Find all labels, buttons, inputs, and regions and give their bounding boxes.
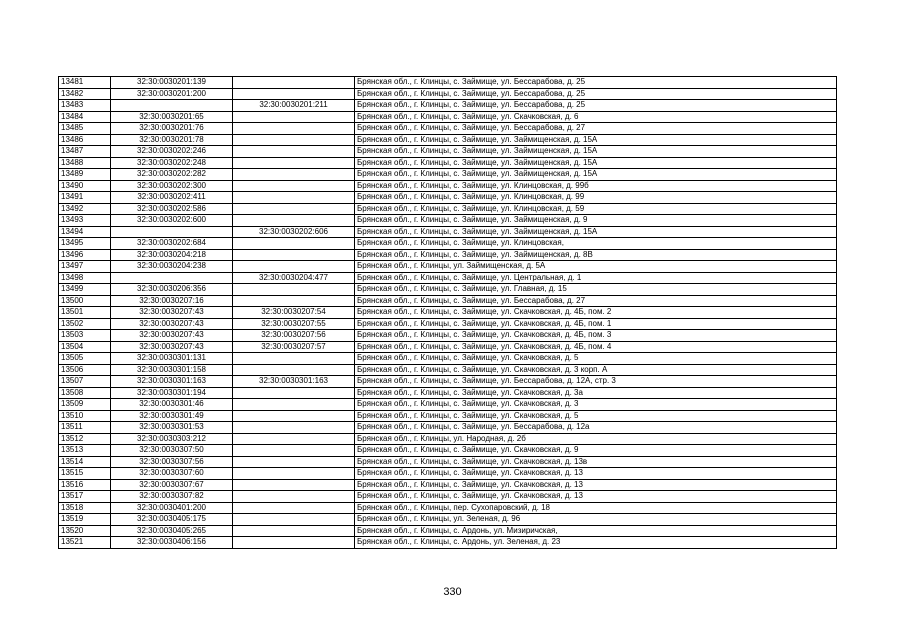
cadastral-number-cell [111, 272, 233, 284]
table-row [59, 215, 837, 227]
cadastral-number-2-cell: 32:30:0030202:606 [233, 226, 355, 238]
row-number-cell: 13510 [59, 410, 111, 422]
registry-table [58, 76, 837, 549]
address-cell: Брянская обл., г. Клинцы, с. Займище, ул. Скачковская, д. 5 [355, 410, 837, 422]
address-cell: Брянская обл., г. Клинцы, с. Займище, ул. Скачковская, д. 4Б, пом. 3 [355, 330, 837, 342]
table-row [59, 77, 837, 89]
address-cell: Брянская обл., г. Клинцы, с. Займище, ул. Скачковская, д. 3 [355, 399, 837, 411]
row-number-cell: 13489 [59, 169, 111, 181]
cadastral-number-2-cell [233, 502, 355, 514]
table-row [59, 226, 837, 238]
row-number-cell: 13518 [59, 502, 111, 514]
cadastral-number-2-cell [233, 157, 355, 169]
cadastral-number-cell: 32:30:0030207:43 [111, 307, 233, 319]
cadastral-number-2-cell [233, 410, 355, 422]
cadastral-number-cell [111, 100, 233, 112]
cadastral-number-cell: 32:30:0030207:43 [111, 318, 233, 330]
table-row [59, 364, 837, 376]
table-row [59, 295, 837, 307]
cadastral-number-2-cell: 32:30:0030207:56 [233, 330, 355, 342]
row-number-cell: 13487 [59, 146, 111, 158]
table-row [59, 249, 837, 261]
address-cell: Брянская обл., г. Клинцы, с. Займище, ул. Займищенская, д. 9 [355, 215, 837, 227]
table-row [59, 525, 837, 537]
row-number-cell: 13495 [59, 238, 111, 250]
cadastral-number-2-cell [233, 399, 355, 411]
cadastral-number-2-cell [233, 445, 355, 457]
row-number-cell: 13500 [59, 295, 111, 307]
row-number-cell: 13490 [59, 180, 111, 192]
address-cell: Брянская обл., г. Клинцы, ул. Займищенская, д. 5А [355, 261, 837, 273]
cadastral-number-cell: 32:30:0030202:248 [111, 157, 233, 169]
address-cell: Брянская обл., г. Клинцы, с. Займище, ул. Клинцовская, д. 99 [355, 192, 837, 204]
address-cell: Брянская обл., г. Клинцы, пер. Сухопаровский, д. 18 [355, 502, 837, 514]
table-row [59, 387, 837, 399]
cadastral-number-cell: 32:30:0030405:175 [111, 514, 233, 526]
address-cell: Брянская обл., г. Клинцы, с. Займище, ул. Клинцовская, д. 99б [355, 180, 837, 192]
cadastral-number-cell: 32:30:0030301:49 [111, 410, 233, 422]
cadastral-number-cell: 32:30:0030204:218 [111, 249, 233, 261]
row-number-cell: 13502 [59, 318, 111, 330]
cadastral-number-2-cell [233, 192, 355, 204]
cadastral-number-cell: 32:30:0030202:684 [111, 238, 233, 250]
address-cell: Брянская обл., г. Клинцы, с. Займище, ул. Бессарабова, д. 12а [355, 422, 837, 434]
row-number-cell: 13512 [59, 433, 111, 445]
cadastral-number-cell: 32:30:0030202:300 [111, 180, 233, 192]
address-cell: Брянская обл., г. Клинцы, с. Займище, ул. Займищенская, д. 8В [355, 249, 837, 261]
row-number-cell: 13516 [59, 479, 111, 491]
table-row [59, 261, 837, 273]
cadastral-number-cell: 32:30:0030202:411 [111, 192, 233, 204]
row-number-cell: 13486 [59, 134, 111, 146]
cadastral-number-2-cell: 32:30:0030207:55 [233, 318, 355, 330]
cadastral-number-cell: 32:30:0030301:46 [111, 399, 233, 411]
row-number-cell: 13496 [59, 249, 111, 261]
address-cell: Брянская обл., г. Клинцы, с. Займище, ул. Центральная, д. 1 [355, 272, 837, 284]
table-row [59, 123, 837, 135]
cadastral-number-2-cell [233, 203, 355, 215]
address-cell: Брянская обл., г. Клинцы, с. Займище, ул. Займищенская, д. 15А [355, 134, 837, 146]
address-cell: Брянская обл., г. Клинцы, с. Займище, ул. Скачковская, д. 4Б, пом. 1 [355, 318, 837, 330]
address-cell: Брянская обл., г. Клинцы, с. Займище, ул. Скачковская, д. 9 [355, 445, 837, 457]
cadastral-number-cell: 32:30:0030406:156 [111, 537, 233, 549]
cadastral-number-cell: 32:30:0030201:200 [111, 88, 233, 100]
cadastral-number-cell [111, 226, 233, 238]
cadastral-number-cell: 32:30:0030307:60 [111, 468, 233, 480]
cadastral-number-2-cell [233, 238, 355, 250]
table-row [59, 376, 837, 388]
row-number-cell: 13491 [59, 192, 111, 204]
table-row [59, 341, 837, 353]
address-cell: Брянская обл., г. Клинцы, ул. Зеленая, д. 96 [355, 514, 837, 526]
row-number-cell: 13513 [59, 445, 111, 457]
cadastral-number-cell: 32:30:0030201:65 [111, 111, 233, 123]
address-cell: Брянская обл., г. Клинцы, с. Займище, ул. Займищенская, д. 15А [355, 146, 837, 158]
cadastral-number-2-cell [233, 261, 355, 273]
address-cell: Брянская обл., г. Клинцы, с. Займище, ул. Скачковская, д. 6 [355, 111, 837, 123]
address-cell: Брянская обл., г. Клинцы, с. Займище, ул. Скачковская, д. 13 [355, 491, 837, 503]
row-number-cell: 13514 [59, 456, 111, 468]
row-number-cell: 13515 [59, 468, 111, 480]
cadastral-number-2-cell [233, 468, 355, 480]
address-cell: Брянская обл., г. Клинцы, с. Ардонь, ул. Зеленая, д. 23 [355, 537, 837, 549]
row-number-cell: 13504 [59, 341, 111, 353]
table-row [59, 491, 837, 503]
cadastral-number-2-cell [233, 123, 355, 135]
table-row [59, 238, 837, 250]
address-cell: Брянская обл., г. Клинцы, с. Займище, ул. Бессарабова, д. 27 [355, 295, 837, 307]
table-row [59, 318, 837, 330]
address-cell: Брянская обл., г. Клинцы, с. Ардонь, ул. Мизиричская, [355, 525, 837, 537]
table-row [59, 422, 837, 434]
table-row [59, 399, 837, 411]
cadastral-number-cell: 32:30:0030301:194 [111, 387, 233, 399]
table-row [59, 192, 837, 204]
cadastral-number-cell: 32:30:0030207:16 [111, 295, 233, 307]
table-row [59, 433, 837, 445]
table-row [59, 502, 837, 514]
cadastral-number-2-cell [233, 180, 355, 192]
row-number-cell: 13483 [59, 100, 111, 112]
row-number-cell: 13509 [59, 399, 111, 411]
cadastral-number-2-cell [233, 295, 355, 307]
cadastral-number-2-cell [233, 215, 355, 227]
table-row [59, 146, 837, 158]
address-cell: Брянская обл., г. Клинцы, с. Займище, ул. Скачковская, д. 5 [355, 353, 837, 365]
cadastral-number-2-cell [233, 88, 355, 100]
cadastral-number-cell: 32:30:0030401:200 [111, 502, 233, 514]
cadastral-number-cell: 32:30:0030201:76 [111, 123, 233, 135]
row-number-cell: 13501 [59, 307, 111, 319]
row-number-cell: 13481 [59, 77, 111, 89]
row-number-cell: 13521 [59, 537, 111, 549]
row-number-cell: 13520 [59, 525, 111, 537]
cadastral-number-2-cell [233, 433, 355, 445]
table-row [59, 272, 837, 284]
table-row [59, 111, 837, 123]
cadastral-number-cell: 32:30:0030301:53 [111, 422, 233, 434]
cadastral-number-2-cell [233, 491, 355, 503]
table-row [59, 468, 837, 480]
address-cell: Брянская обл., г. Клинцы, с. Займище, ул. Бессарабова, д. 25 [355, 100, 837, 112]
cadastral-number-2-cell [233, 111, 355, 123]
row-number-cell: 13519 [59, 514, 111, 526]
row-number-cell: 13517 [59, 491, 111, 503]
row-number-cell: 13499 [59, 284, 111, 296]
row-number-cell: 13488 [59, 157, 111, 169]
cadastral-number-cell: 32:30:0030201:139 [111, 77, 233, 89]
table-row [59, 456, 837, 468]
table-row [59, 157, 837, 169]
row-number-cell: 13511 [59, 422, 111, 434]
table-row [59, 180, 837, 192]
table-row [59, 307, 837, 319]
address-cell: Брянская обл., г. Клинцы, с. Займище, ул. Скачковская, д. 3а [355, 387, 837, 399]
row-number-cell: 13498 [59, 272, 111, 284]
cadastral-number-cell: 32:30:0030405:265 [111, 525, 233, 537]
table-row [59, 353, 837, 365]
table-row [59, 88, 837, 100]
address-cell: Брянская обл., г. Клинцы, с. Займище, ул. Бессарабова, д. 12А, стр. 3 [355, 376, 837, 388]
cadastral-number-2-cell [233, 456, 355, 468]
cadastral-number-cell: 32:30:0030307:50 [111, 445, 233, 457]
cadastral-number-2-cell [233, 537, 355, 549]
address-cell: Брянская обл., г. Клинцы, с. Займище, ул. Бессарабова, д. 25 [355, 77, 837, 89]
address-cell: Брянская обл., г. Клинцы, с. Займище, ул. Клинцовская, д. 59 [355, 203, 837, 215]
cadastral-number-cell: 32:30:0030301:163 [111, 376, 233, 388]
table-row [59, 514, 837, 526]
cadastral-number-cell: 32:30:0030206:356 [111, 284, 233, 296]
cadastral-number-cell: 32:30:0030202:246 [111, 146, 233, 158]
cadastral-number-cell: 32:30:0030202:600 [111, 215, 233, 227]
table-row [59, 203, 837, 215]
cadastral-number-2-cell [233, 364, 355, 376]
row-number-cell: 13484 [59, 111, 111, 123]
address-cell: Брянская обл., г. Клинцы, с. Займище, ул. Клинцовская, [355, 238, 837, 250]
address-cell: Брянская обл., г. Клинцы, с. Займище, ул. Главная, д. 15 [355, 284, 837, 296]
table-row [59, 284, 837, 296]
cadastral-number-2-cell [233, 422, 355, 434]
cadastral-number-2-cell [233, 77, 355, 89]
cadastral-number-cell: 32:30:0030301:158 [111, 364, 233, 376]
cadastral-number-2-cell [233, 169, 355, 181]
row-number-cell: 13485 [59, 123, 111, 135]
cadastral-number-cell: 32:30:0030204:238 [111, 261, 233, 273]
cadastral-number-2-cell [233, 387, 355, 399]
cadastral-number-2-cell [233, 146, 355, 158]
address-cell: Брянская обл., г. Клинцы, с. Займище, ул. Скачковская, д. 4Б, пом. 4 [355, 341, 837, 353]
row-number-cell: 13506 [59, 364, 111, 376]
address-cell: Брянская обл., г. Клинцы, с. Займище, ул. Займищенская, д. 15А [355, 157, 837, 169]
cadastral-number-cell: 32:30:0030301:131 [111, 353, 233, 365]
cadastral-number-cell: 32:30:0030202:586 [111, 203, 233, 215]
address-cell: Брянская обл., г. Клинцы, с. Займище, ул. Скачковская, д. 3 корп. А [355, 364, 837, 376]
cadastral-number-2-cell [233, 134, 355, 146]
cadastral-number-2-cell [233, 284, 355, 296]
table-row [59, 410, 837, 422]
address-cell: Брянская обл., г. Клинцы, с. Займище, ул. Скачковская, д. 13в [355, 456, 837, 468]
row-number-cell: 13494 [59, 226, 111, 238]
cadastral-number-2-cell [233, 525, 355, 537]
address-cell: Брянская обл., г. Клинцы, с. Займище, ул. Бессарабова, д. 27 [355, 123, 837, 135]
registry-table-body [59, 77, 837, 549]
row-number-cell: 13508 [59, 387, 111, 399]
table-row [59, 169, 837, 181]
row-number-cell: 13497 [59, 261, 111, 273]
row-number-cell: 13507 [59, 376, 111, 388]
cadastral-number-2-cell [233, 249, 355, 261]
cadastral-number-cell: 32:30:0030207:43 [111, 330, 233, 342]
address-cell: Брянская обл., г. Клинцы, с. Займище, ул. Скачковская, д. 4Б, пом. 2 [355, 307, 837, 319]
table-row [59, 100, 837, 112]
cadastral-number-cell: 32:30:0030307:82 [111, 491, 233, 503]
address-cell: Брянская обл., г. Клинцы, с. Займище, ул. Скачковская, д. 13 [355, 468, 837, 480]
table-row [59, 330, 837, 342]
row-number-cell: 13482 [59, 88, 111, 100]
cadastral-number-2-cell: 32:30:0030207:54 [233, 307, 355, 319]
cadastral-number-cell: 32:30:0030303:212 [111, 433, 233, 445]
address-cell: Брянская обл., г. Клинцы, с. Займище, ул. Займищенская, д. 15А [355, 169, 837, 181]
cadastral-number-cell: 32:30:0030202:282 [111, 169, 233, 181]
address-cell: Брянская обл., г. Клинцы, ул. Народная, д. 2б [355, 433, 837, 445]
row-number-cell: 13503 [59, 330, 111, 342]
cadastral-number-2-cell: 32:30:0030207:57 [233, 341, 355, 353]
row-number-cell: 13493 [59, 215, 111, 227]
cadastral-number-2-cell: 32:30:0030204:477 [233, 272, 355, 284]
cadastral-number-cell: 32:30:0030201:78 [111, 134, 233, 146]
row-number-cell: 13505 [59, 353, 111, 365]
row-number-cell: 13492 [59, 203, 111, 215]
page-number: 330 [443, 586, 462, 598]
cadastral-number-cell: 32:30:0030207:43 [111, 341, 233, 353]
address-cell: Брянская обл., г. Клинцы, с. Займище, ул. Скачковская, д. 13 [355, 479, 837, 491]
cadastral-number-2-cell: 32:30:0030201:211 [233, 100, 355, 112]
cadastral-number-2-cell [233, 353, 355, 365]
table-row [59, 479, 837, 491]
cadastral-number-cell: 32:30:0030307:56 [111, 456, 233, 468]
address-cell: Брянская обл., г. Клинцы, с. Займище, ул. Бессарабова, д. 25 [355, 88, 837, 100]
cadastral-number-cell: 32:30:0030307:67 [111, 479, 233, 491]
table-row [59, 445, 837, 457]
address-cell: Брянская обл., г. Клинцы, с. Займище, ул. Займищенская, д. 15А [355, 226, 837, 238]
cadastral-number-2-cell: 32:30:0030301:163 [233, 376, 355, 388]
table-row [59, 537, 837, 549]
cadastral-number-2-cell [233, 514, 355, 526]
cadastral-number-2-cell [233, 479, 355, 491]
table-row [59, 134, 837, 146]
